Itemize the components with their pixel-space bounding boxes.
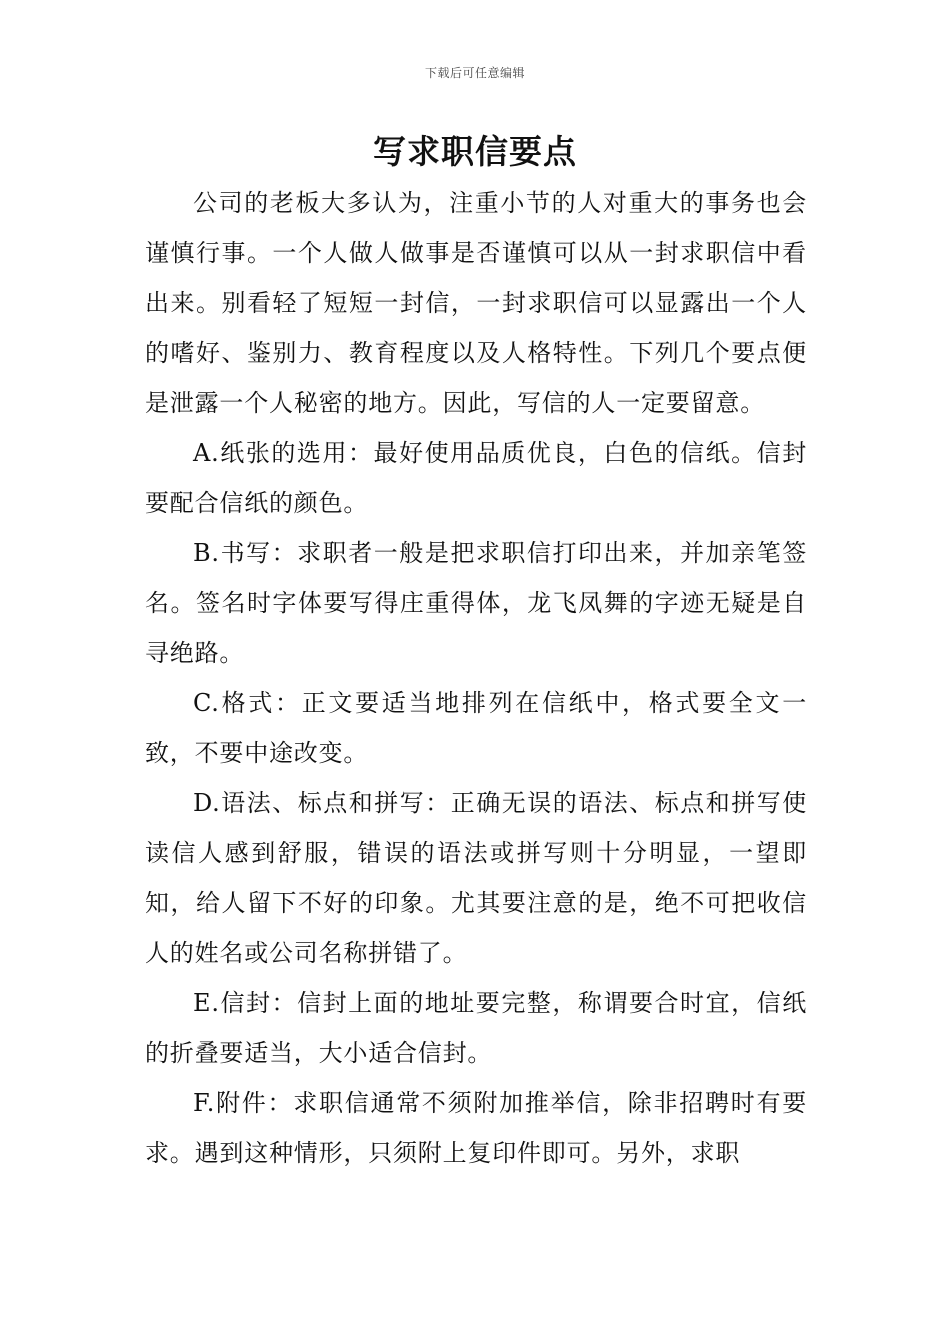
paragraph-grammar: D.语法、标点和拼写：正确无误的语法、标点和拼写使读信人感到舒服，错误的语法或拼写则十分明显，一望即知，给人留下不好的印象。尤其要注意的是，绝不可把收信人的姓名或公司名称拼错了。 bbox=[145, 789, 807, 967]
paragraph-writing: B.书写：求职者一般是把求职信打印出来，并加亲笔签名。签名时字体要写得庄重得体，龙飞凤舞的字迹无疑是自寻绝路。 bbox=[145, 539, 807, 667]
document-body bbox=[145, 178, 807, 1178]
paragraph-paper: A.纸张的选用：最好使用品质优良，白色的信纸。信封要配合信纸的颜色。 bbox=[145, 439, 807, 517]
document-title: 写求职信要点 bbox=[373, 132, 577, 171]
paragraph-envelope: E.信封：信封上面的地址要完整，称谓要合时宜，信纸的折叠要适当，大小适合信封。 bbox=[145, 989, 807, 1067]
header-note: 下载后可任意编辑 bbox=[424, 66, 525, 80]
paragraph-format: C.格式：正文要适当地排列在信纸中，格式要全文一致，不要中途改变。 bbox=[145, 689, 807, 767]
paragraph-intro: 公司的老板大多认为，注重小节的人对重大的事务也会谨慎行事。一个人做人做事是否谨慎可以从一封求职信中看出来。别看轻了短短一封信，一封求职信可以显露出一个人的嗜好、鉴别力、教育程度以及人格特性。下列几个要点便是泄露一个人秘密的地方。因此，写信的人一定要留意。 bbox=[145, 189, 807, 417]
paragraph-attachment: F.附件：求职信通常不须附加推举信，除非招聘时有要求。遇到这种情形，只须附上复印件即可。另外，求职 bbox=[145, 1089, 807, 1167]
